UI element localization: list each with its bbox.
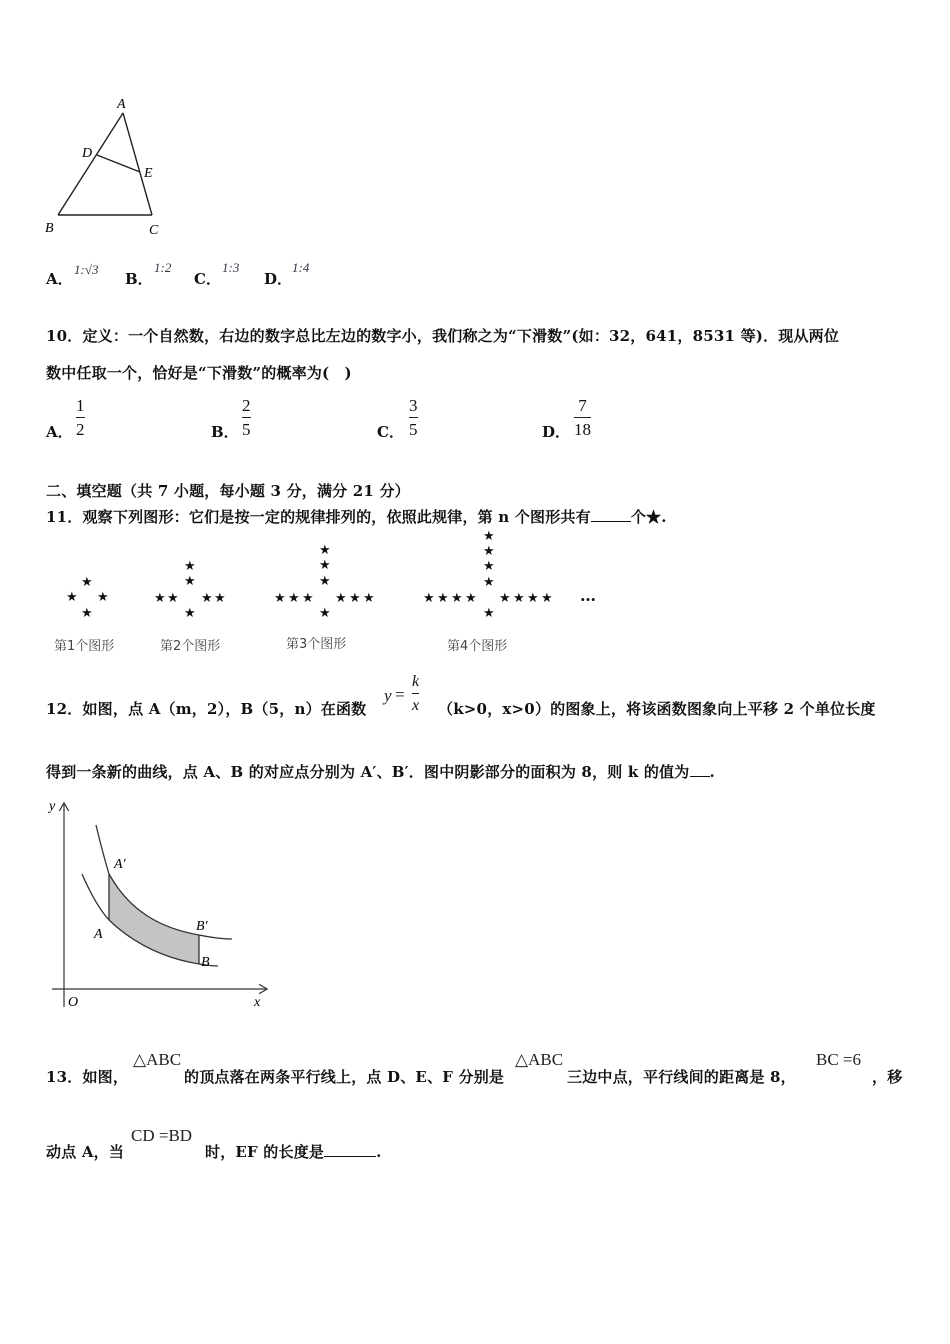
star-icon: ★: [541, 591, 553, 606]
star-icon: ★: [483, 606, 495, 621]
denominator: 2: [76, 420, 85, 439]
numerator: 7: [578, 396, 587, 415]
denominator: 18: [574, 420, 591, 439]
triangle-abc-2: △ABC: [515, 1050, 564, 1069]
label-a: A: [94, 927, 103, 942]
origin-label: O: [68, 995, 79, 1010]
numerator: 2: [242, 396, 251, 415]
star-icon: ★: [451, 591, 463, 606]
ellipsis: …: [580, 586, 596, 605]
cd-bd-equation: CD =BD: [131, 1126, 193, 1145]
q13-text-part3: 三边中点，平行线间的距离是 8，: [567, 1068, 796, 1086]
pattern-label-2: 第2个图形: [160, 639, 221, 654]
star-icon: ★: [483, 544, 495, 559]
q11-text-after: 个★.: [630, 508, 667, 526]
pattern-label-3: 第3个图形: [286, 637, 347, 652]
star-icon: ★: [483, 575, 495, 590]
q10-option-b-fraction: [242, 396, 251, 439]
q10-option-c-fraction: [409, 396, 418, 439]
q13-line2c-text: .: [376, 1143, 382, 1161]
formula-y: y: [384, 686, 392, 705]
q9-option-a-letter: A．: [46, 270, 73, 288]
q12-text-line2: [46, 761, 715, 782]
q12-text-part2: （k>0，x>0）的图象上，将该函数图象向上平移 2 个单位长度: [438, 700, 876, 718]
star-icon: ★: [499, 591, 511, 606]
q11-text-before: 11．观察下列图形：它们是按一定的规律排列的，依照此规律，第 n 个图形共有: [46, 508, 591, 526]
star-icon: ★: [349, 591, 361, 606]
star-icon: ★: [483, 529, 495, 544]
q9-option-d-letter: D．: [264, 270, 293, 288]
star-icon: ★: [97, 590, 109, 605]
answer-blank: [324, 1142, 376, 1157]
q10-option-a-fraction: [76, 396, 85, 439]
star-icon: ★: [483, 559, 495, 574]
answer-blank: [690, 762, 710, 777]
q10-text-line1: 10．定义：一个自然数，右边的数字总比左边的数字小，我们称之为“下滑数”(如：32，641，8531 等)．现从两位: [46, 327, 840, 345]
star-icon: ★: [465, 591, 477, 606]
star-icon: ★: [184, 606, 196, 621]
star-icon: ★: [319, 574, 331, 589]
star-patterns: [40, 530, 620, 660]
formula-fraction: [412, 672, 419, 715]
numerator: 1: [76, 396, 85, 415]
star-icon: ★: [335, 591, 347, 606]
q10-option-a-letter: A．: [46, 423, 73, 441]
numerator: 3: [409, 396, 418, 415]
q11-text: [46, 506, 667, 527]
label-a: A: [117, 97, 126, 112]
q10-option-d-fraction: [574, 396, 591, 439]
denominator: 5: [242, 420, 251, 439]
star-icon: ★: [423, 591, 435, 606]
star-icon: ★: [437, 591, 449, 606]
q12-line2-end: .: [709, 763, 715, 781]
star-icon: ★: [81, 575, 93, 590]
pattern-4: [421, 530, 571, 630]
label-e: E: [144, 166, 153, 181]
q9-option-c-value: 1:3: [222, 260, 240, 275]
segment-de: [97, 155, 140, 172]
answer-blank: [591, 507, 631, 522]
q9-option-d-value: 1:4: [292, 260, 310, 275]
q13-text-part2: 的顶点落在两条平行线上，点 D、E、F 分别是: [184, 1068, 505, 1086]
star-icon: ★: [184, 559, 196, 574]
label-a-prime: A′: [114, 857, 126, 872]
star-icon: ★: [288, 591, 300, 606]
denominator: x: [412, 697, 420, 714]
q9-option-c-letter: C．: [194, 270, 221, 288]
star-icon: ★: [319, 558, 331, 573]
star-icon: ★: [81, 606, 93, 621]
q12-line2-text: 得到一条新的曲线，点 A、B 的对应点分别为 A′、B′．图中阴影部分的面积为 8，则 k 的值为: [46, 763, 690, 781]
denominator: 5: [409, 420, 418, 439]
star-icon: ★: [184, 574, 196, 589]
star-icon: ★: [274, 591, 286, 606]
label-d: D: [82, 146, 93, 161]
pattern-1: [60, 576, 120, 626]
side-ab: [58, 113, 123, 215]
numerator: k: [412, 673, 420, 690]
axis-label-x: x: [254, 995, 261, 1010]
q12-text-part1: 12．如图，点 A（m，2），B（5，n）在函数: [46, 700, 367, 718]
star-icon: ★: [214, 591, 226, 606]
formula-equals: =: [395, 685, 405, 704]
triangle-abc-1: △ABC: [133, 1050, 182, 1069]
q9-option-b-value: 1:2: [154, 260, 172, 275]
pattern-label-4: 第4个图形: [447, 639, 508, 654]
star-icon: ★: [302, 591, 314, 606]
function-graph: [44, 792, 276, 1022]
label-b: B: [201, 955, 210, 970]
star-icon: ★: [319, 543, 331, 558]
star-icon: ★: [527, 591, 539, 606]
label-b: B: [45, 221, 54, 236]
q9-option-b-letter: B．: [125, 270, 153, 288]
pattern-3: [272, 544, 392, 634]
q10-option-d-letter: D．: [542, 423, 571, 441]
q9-option-a-value: 1:√3: [74, 262, 99, 277]
q13-text-part1: 13．如图，: [46, 1068, 129, 1086]
star-icon: ★: [154, 591, 166, 606]
section-heading: 二、填空题（共 7 小题，每小题 3 分，满分 21 分）: [46, 482, 410, 500]
q13-line2b-text: 时，EF 的长度是: [205, 1143, 325, 1161]
star-icon: ★: [363, 591, 375, 606]
star-icon: ★: [513, 591, 525, 606]
q10-option-c-letter: C．: [377, 423, 404, 441]
side-ac: [123, 113, 152, 215]
axis-label-y: y: [49, 799, 56, 814]
function-formula: [384, 672, 434, 718]
q13-text-line2a: 动点 A，当: [46, 1143, 125, 1161]
pattern-2: [152, 560, 242, 630]
star-icon: ★: [201, 591, 213, 606]
q10-text-line2: 数中任取一个，恰好是“下滑数”的概率为( ): [46, 364, 352, 382]
label-b-prime: B′: [196, 919, 208, 934]
bc-equation: BC =6: [816, 1050, 862, 1069]
q13-text-line2b: [205, 1141, 382, 1162]
star-icon: ★: [319, 606, 331, 621]
star-icon: ★: [66, 590, 78, 605]
star-icon: ★: [167, 591, 179, 606]
label-c: C: [149, 223, 159, 238]
q10-option-b-letter: B．: [211, 423, 239, 441]
q9-options: [46, 262, 346, 288]
pattern-label-1: 第1个图形: [54, 639, 115, 654]
q10-options: [46, 394, 626, 444]
triangle-figure: [40, 95, 170, 240]
q13-text-part4: ，移: [872, 1068, 903, 1086]
